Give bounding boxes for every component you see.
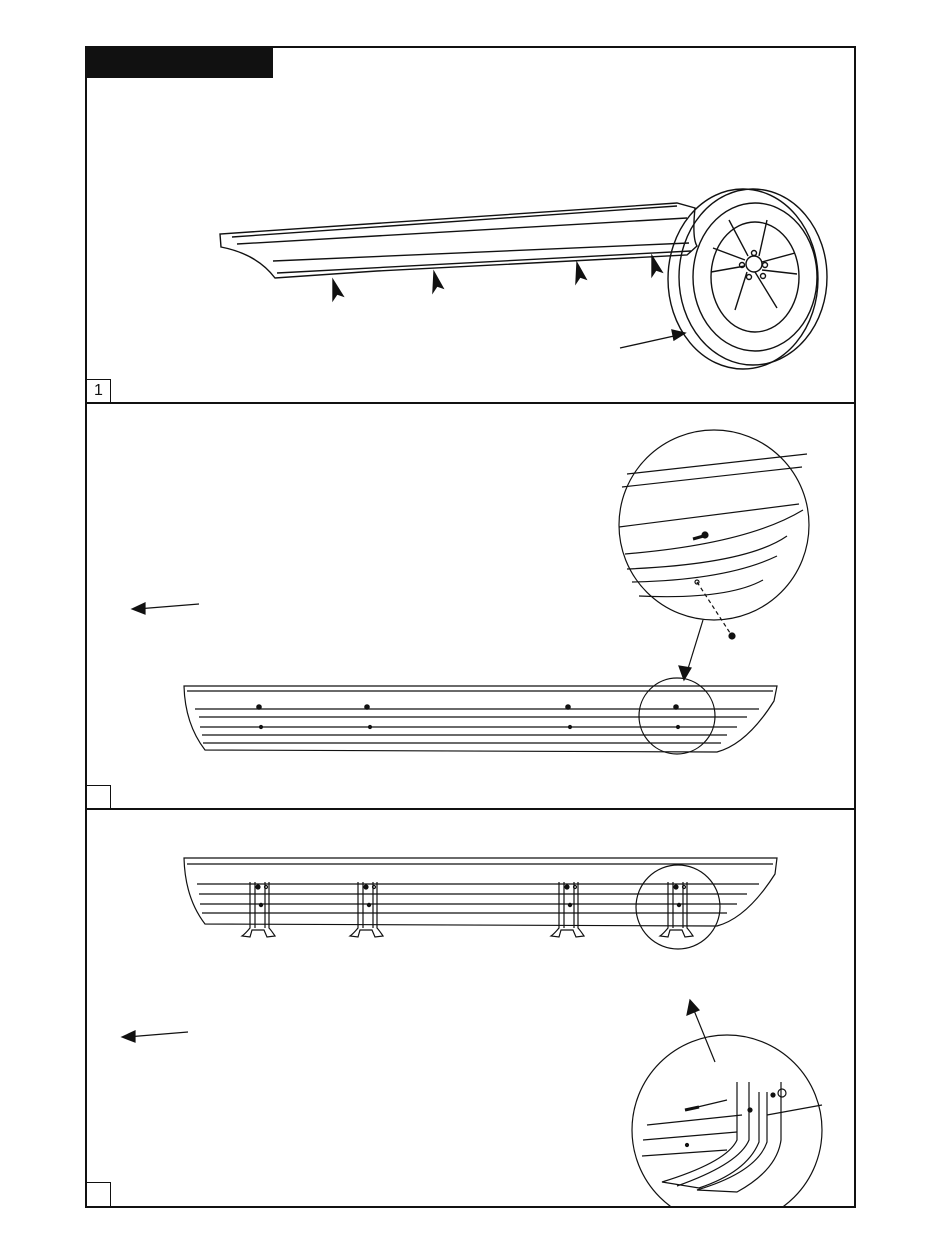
step-panel-1 bbox=[87, 48, 854, 403]
bracket-1 bbox=[242, 882, 275, 937]
step-panel-3 bbox=[87, 810, 854, 1206]
bracket-2 bbox=[350, 882, 383, 937]
step-number-2 bbox=[87, 785, 111, 809]
step-3-illustration bbox=[87, 810, 854, 1206]
bracket-4 bbox=[660, 882, 693, 937]
bracket-3 bbox=[551, 882, 584, 937]
instruction-sheet bbox=[85, 46, 856, 1208]
step-number-3 bbox=[87, 1182, 111, 1206]
step-panel-2 bbox=[87, 404, 854, 809]
step-2-illustration bbox=[87, 404, 854, 809]
step-1-illustration bbox=[87, 48, 854, 403]
step-number-1: 1 bbox=[87, 379, 111, 403]
